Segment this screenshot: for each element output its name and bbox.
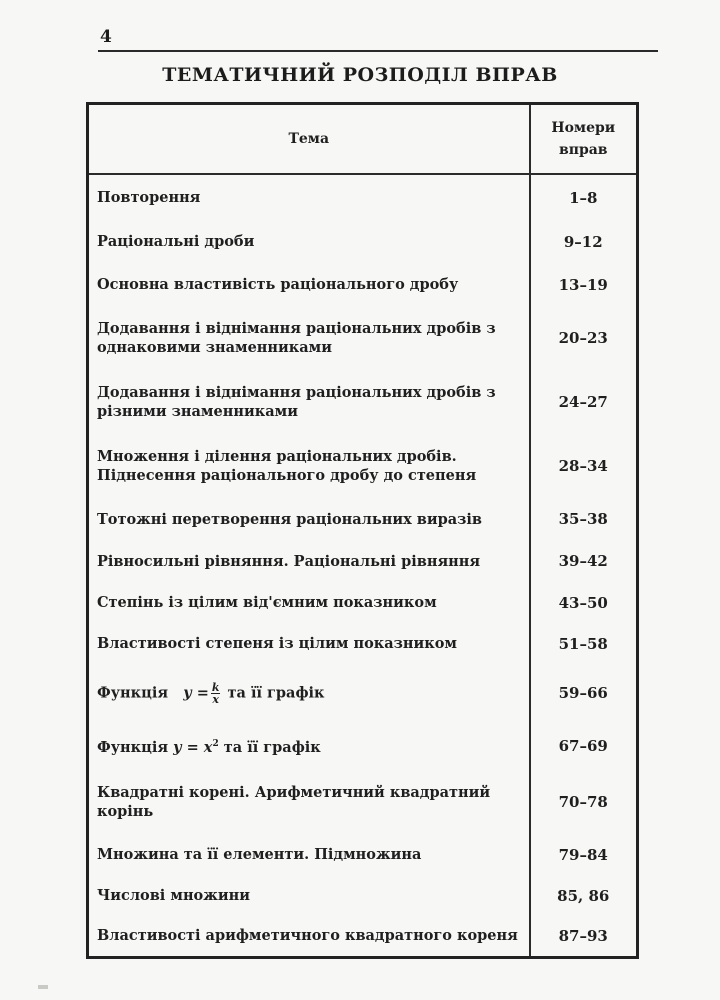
row-topic: Тотожні перетворення раціональних виразів <box>88 498 530 540</box>
row-numbers: 35–38 <box>558 510 608 528</box>
row-numbers: 43–50 <box>558 593 608 612</box>
row-numbers: 13–19 <box>558 275 608 294</box>
table-row <box>88 370 638 434</box>
table-header-row <box>88 104 638 175</box>
table-row <box>88 834 638 875</box>
topics-table <box>86 102 639 959</box>
row-topic: Додавання і віднімання раціональних дробів з однаковими знаменниками <box>88 306 530 370</box>
row-numbers: 20–23 <box>558 329 608 347</box>
table-row <box>88 220 638 263</box>
formula-lhs: y = <box>183 684 209 701</box>
row-topic: Повторення <box>88 174 530 220</box>
row-topic: Основна властивість раціонального дробу <box>88 263 530 306</box>
fraction-denominator: x <box>212 692 219 706</box>
page-number: 4 <box>100 27 112 47</box>
header-numbers: Номери вправ <box>530 104 638 175</box>
table-row <box>88 875 638 916</box>
row-numbers: 79–84 <box>558 845 608 864</box>
header-rule <box>98 50 658 52</box>
formula-suffix: та її графік <box>223 738 321 756</box>
row-topic: Степінь із цілим від'ємним показником <box>88 582 530 623</box>
row-numbers: 59–66 <box>558 684 608 702</box>
formula-suffix: та її графік <box>227 684 325 701</box>
formula-prefix: Функція <box>97 684 169 701</box>
row-numbers: 85, 86 <box>557 886 610 905</box>
scan-smudge <box>38 985 48 989</box>
table-row <box>88 722 638 770</box>
row-topic: Множення і ділення раціональних дробів. Піднесення раціонального дробу до степеня <box>88 434 530 498</box>
fraction-numerator: k <box>211 680 220 694</box>
row-topic: Додавання і віднімання раціональних дробів з різними знаменниками <box>88 370 530 434</box>
row-topic-formula <box>88 722 530 770</box>
table-row <box>88 263 638 306</box>
row-topic: Множина та її елементи. Підмножина <box>88 834 530 875</box>
row-numbers: 1–8 <box>569 188 598 207</box>
row-topic: Раціональні дроби <box>88 220 530 263</box>
table-row <box>88 916 638 957</box>
table-row <box>88 174 638 220</box>
table-row <box>88 434 638 498</box>
formula-prefix: Функція <box>97 738 169 756</box>
row-numbers: 9–12 <box>563 232 603 251</box>
formula-expression: y = x <box>173 738 213 756</box>
table-row <box>88 623 638 664</box>
row-numbers: 67–69 <box>558 737 608 755</box>
header-topic: Тема <box>88 104 530 175</box>
row-numbers: 24–27 <box>558 393 608 411</box>
row-topic: Властивості арифметичного квадратного кореня <box>88 916 530 957</box>
row-topic: Числові множини <box>88 875 530 916</box>
table-row <box>88 306 638 370</box>
row-topic: Квадратні корені. Арифметичний квадратний корінь <box>88 770 530 834</box>
formula-exponent: 2 <box>212 739 219 750</box>
fraction <box>211 682 221 705</box>
row-numbers: 39–42 <box>558 552 608 570</box>
table-row <box>88 770 638 834</box>
table-row <box>88 664 638 722</box>
row-numbers: 28–34 <box>558 457 608 475</box>
table-row <box>88 498 638 540</box>
row-topic: Властивості степеня із цілим показником <box>88 623 530 664</box>
row-numbers: 87–93 <box>558 926 608 945</box>
row-topic: Рівносильні рівняння. Раціональні рівняння <box>88 540 530 582</box>
page-title: ТЕМАТИЧНИЙ РОЗПОДІЛ ВПРАВ <box>162 64 558 86</box>
row-numbers: 70–78 <box>558 793 608 811</box>
table-row <box>88 582 638 623</box>
row-numbers: 51–58 <box>558 634 608 653</box>
row-topic-formula <box>88 664 530 722</box>
table-row <box>88 540 638 582</box>
